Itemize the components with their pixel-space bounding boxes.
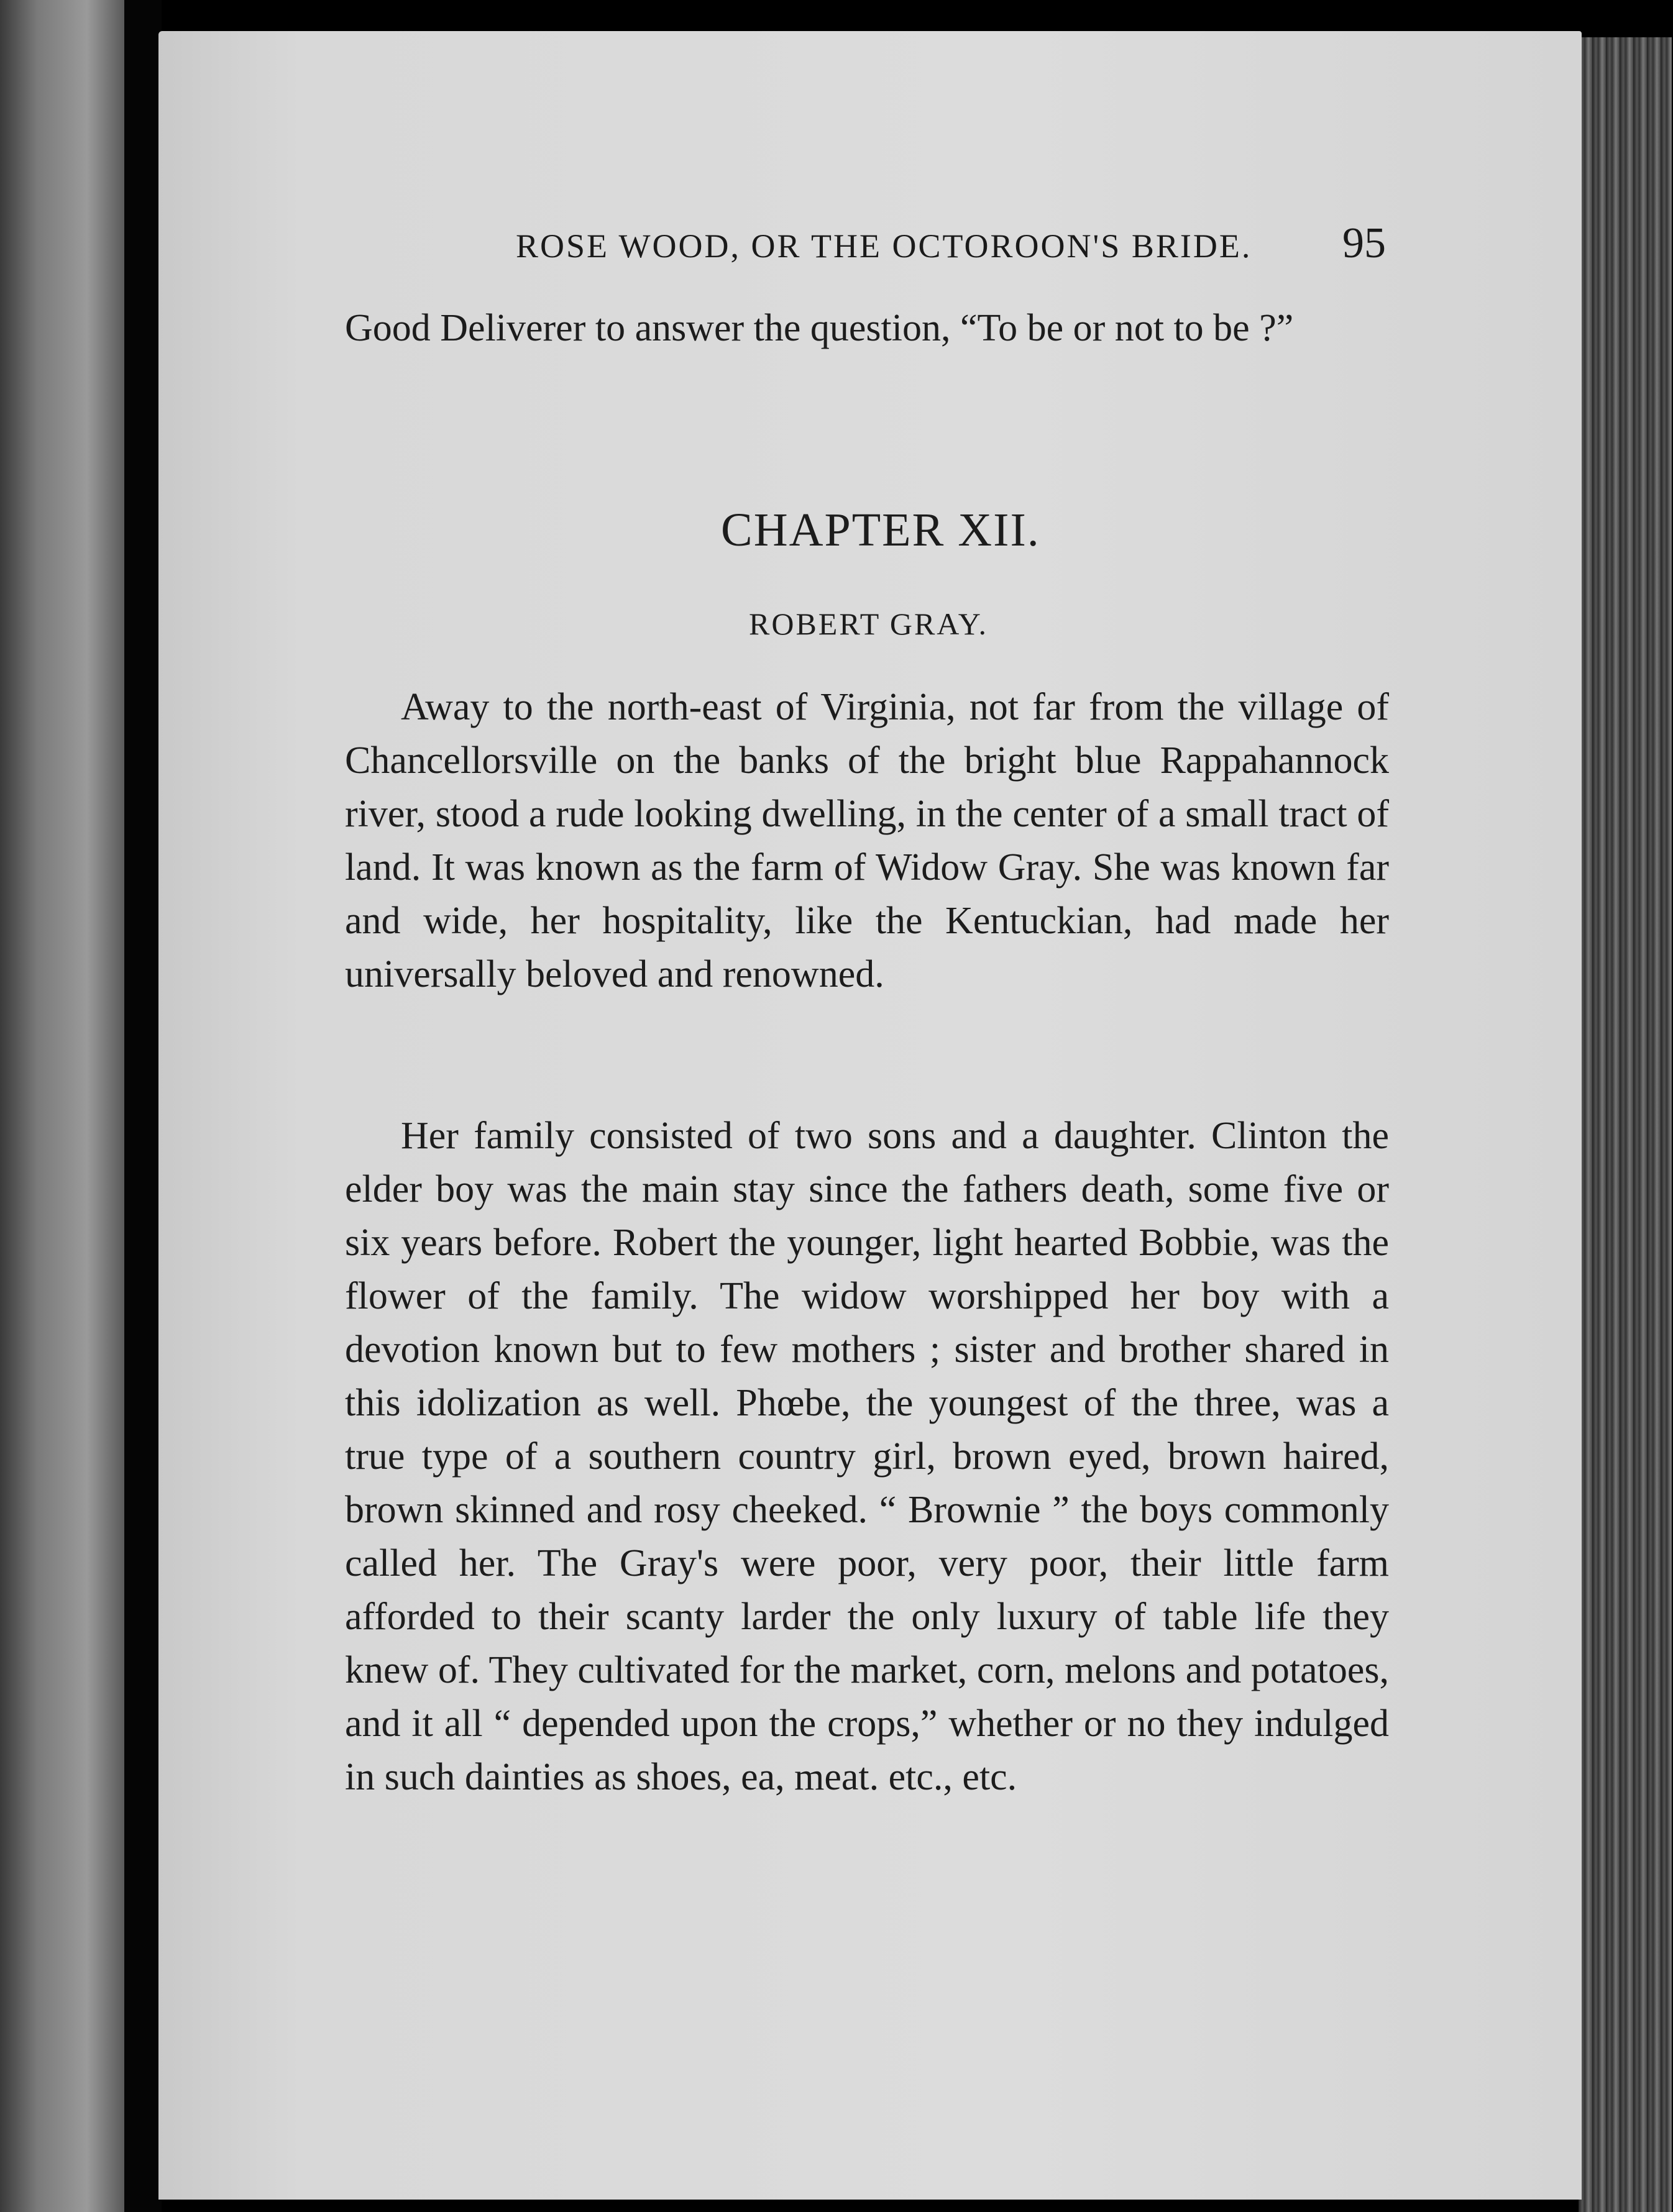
running-header: ROSE WOOD, OR THE OCTOROON'S BRIDE.	[516, 227, 1252, 265]
facing-page-edge	[0, 0, 124, 2212]
page-number: 95	[1342, 219, 1386, 267]
page-stack-edge	[1579, 37, 1672, 2212]
continued-paragraph: Good Deliverer to answer the question, “To be or not to be ?”	[345, 307, 1294, 349]
paragraph-1: Away to the north-east of Virginia, not far from the village of Chancellorsville on the banks of the bright blue Rappahannock river, stood a rude looking dwelling, in the center of a small tract of land. It was known as the farm of Widow Gray. She was known far and wide, her hospitality, like the Kentuckian, had made her universally beloved and renowned.	[345, 686, 1389, 995]
book-gutter	[124, 0, 162, 2212]
paragraph-2: Her family consisted of two sons and a daughter. Clinton the elder boy was the main stay since the fathers death, some five or six years before. Robert the younger, light hearted Bobbie, was the flower of the family. The widow worshipped her boy with a devotion known but to few mothers ; sister and brother shared in this idolization as well. Phœbe, the youngest of the three, was a true type of a southern country girl, brown eyed, brown haired, brown skinned and rosy cheeked. “ Brownie ” the boys commonly called her. The Gray's were poor, very poor, their little farm afforded to their scanty larder the only luxury of table life they knew of. They cultivated for the market, corn, melons and potatoes, and it all “ depended upon the crops,” whether or no they indulged in such dainties as shoes, ea, meat. etc., etc.	[345, 1115, 1389, 1798]
chapter-title: ROBERT GRAY.	[749, 606, 988, 641]
chapter-heading: CHAPTER XII.	[721, 504, 1040, 556]
